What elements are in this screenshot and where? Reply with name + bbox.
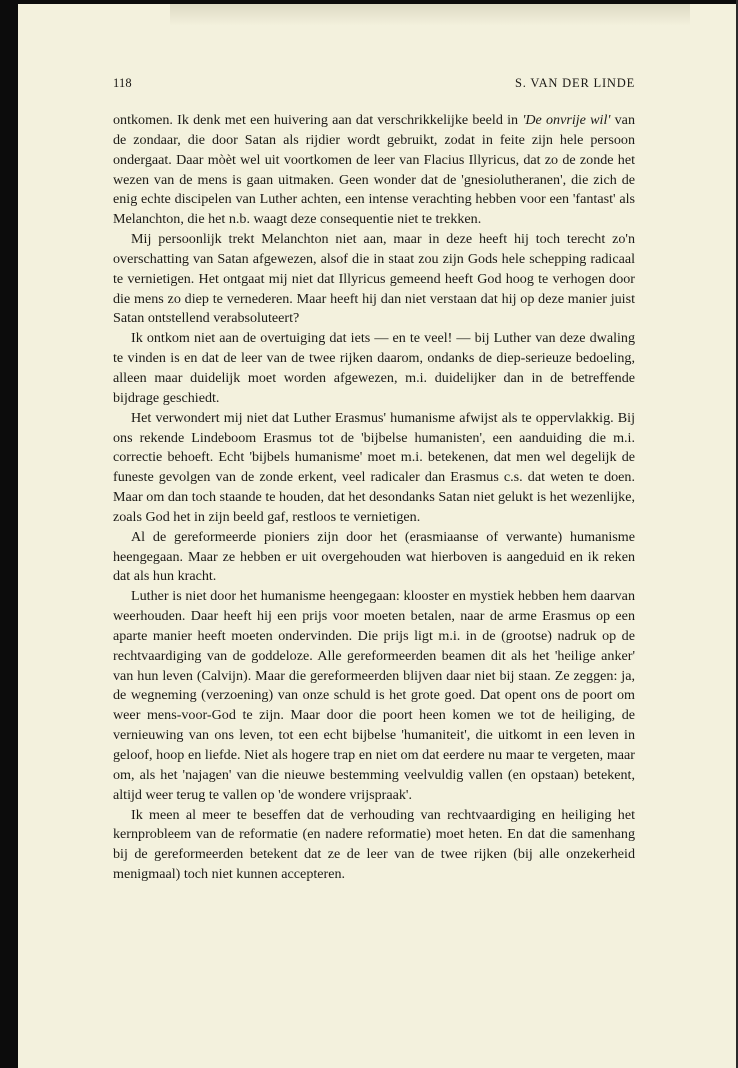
running-head: S. VAN DER LINDE [515, 76, 635, 90]
paragraph [113, 111, 635, 230]
paragraph: Mij persoonlijk trekt Melanchton niet aan, maar in deze heeft hij toch terecht zo'n overschatting van Satan afgewezen, alsof die in staat zou zijn Gods hele schepping radicaal te vernietigen. Het ontgaat mij niet dat Illyricus gemeend heeft God hoog te verhogen door die mens zo diep te vernederen. Maar heeft hij dan niet verstaan dat hij op deze manier juist Satan ontstellend verabsoluteert? [113, 231, 635, 327]
paragraph-text: ontkomen. Ik denk met een huivering aan dat verschrikkelijke beeld in [113, 112, 523, 128]
paragraph: Ik ontkom niet aan de overtuiging dat iets — en te veel! — bij Luther van deze dwaling te vinden is en dat de leer van de twee rijken daarom, ondanks de diep-serieuze bedoeling, alleen maar duidelijk moet worden afgewezen, m.i. duidelijker dan in de betreffende bijdrage geschiedt. [113, 330, 635, 406]
paragraph: Luther is niet door het humanisme heengegaan: klooster en mystiek hebben hem daarvan weerhouden. Daar heeft hij een prijs voor moeten betalen, naar de arme Erasmus op een aparte manier heeft moeten ondervinden. Die prijs ligt m.i. in de (grootse) nadruk op de rechtvaardiging van de goddeloze. Alle gereformeerden beamen dit als het 'heilige anker' van hun leven (Calvijn). Maar die gereformeerden blijven daar niet bij staan. Ze zeggen: ja, de wegneming (verzoening) van onze schuld is het grote goed. Dat opent ons de poort om weer mens-voor-God te zijn. Maar door die poort heen komen we tot de heiliging, de vernieuwing van ons leven, tot een echt bijbelse 'humaniteit', die uitkomt in een leven in geloof, hoop en liefde. Niet als hogere trap en niet om dat eerdere nu maar te vergeten, maar om, als het 'najagen' van die nieuwe bestemming veelvuldig vallen (en opstaan) betekent, altijd weer terug te vallen op 'de wondere vrijspraak'. [113, 588, 635, 803]
page-header [113, 76, 635, 96]
scan-border-left [0, 0, 18, 1068]
scan-shadow [170, 4, 690, 26]
page-number: 118 [113, 76, 132, 90]
paragraph: Het verwondert mij niet dat Luther Erasmus' humanisme afwijst als te oppervlakkig. Bij ons rekende Lindeboom Erasmus tot de 'bijbelse humanisten', een aanduiding die m.i. correctie behoeft. Echt 'bijbels humanisme' moet m.i. betekenen, dat men wel degelijk de funeste gevolgen van de zonde erkent, veel radicaler dan Erasmus c.s. dat weten te doen. Maar om dan toch staande te houden, dat het desondanks Satan niet gelukt is het wezenlijke, zoals God het in zijn beeld gaf, restloos te vernietigen. [113, 409, 635, 525]
book-title: 'De onvrije wil' [522, 112, 611, 128]
paragraph: Ik meen al meer te beseffen dat de verhouding van rechtvaardiging en heiliging het kernprobleem van de reformatie (en nadere reformatie) moet heten. En dat die samenhang bij de gereformeerden betekent dat ze de leer van de twee rijken (bij alle onzekerheid menigmaal) toch niet kunnen accepteren. [113, 806, 635, 883]
body-text [113, 111, 635, 885]
paragraph-text: van de zondaar, die door Satan als rijdier wordt gebruikt, zodat in feite zijn hele persoon ondergaat. Daar mòèt wel uit voortkomen de leer van Flacius Illyricus, dat zo de zonde het wezen van de mens is gaan uitmaken. Geen wonder dat de 'gnesiolutheranen', die zich de enig echte discipelen van Luther achten, een intense verachting hebben voor een 'fantast' als Melanchton, die het n.b. waagt deze consequentie niet te trekken. [113, 112, 635, 228]
paragraph: Al de gereformeerde pioniers zijn door het (erasmiaanse of verwante) humanisme heengegaan. Maar ze hebben er uit overgehouden wat hierboven is aangeduid en ik reken dat als hun kracht. [113, 528, 635, 585]
